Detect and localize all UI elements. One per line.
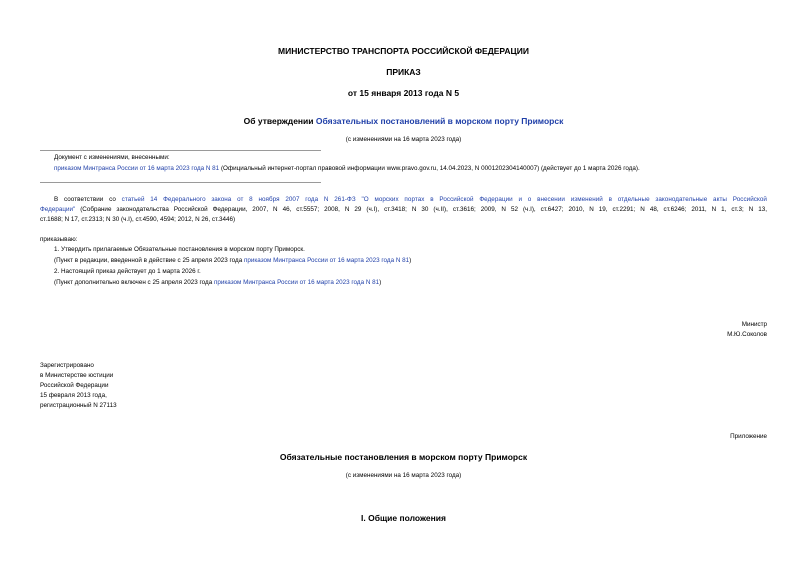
order-item-2-note-suffix: ) (379, 279, 382, 286)
preamble-line-3: ст.1688; N 17, ст.2313; N 30 (ч.I), ст.4590, 4594; 2012, N 26, ст.3446) (40, 216, 236, 223)
order-item-1-note-link[interactable]: приказом Минтранса России от 16 марта 2023 года N 81 (243, 257, 410, 264)
preamble-law-link-cont[interactable]: Федерации" (40, 206, 76, 213)
preamble-line-2 (40, 205, 767, 215)
appendix-title: Обязательные постановления в морском порту Приморск (279, 452, 528, 462)
doc-type-heading: ПРИКАЗ (386, 67, 421, 77)
preamble-law-link[interactable]: статьей 14 Федерального закона от 8 ноября 2007 года N 261-ФЗ "О морских портах в Российской Федерации и о внесении изменений в отдельные законодательные акты Российской (121, 196, 767, 203)
order-word: приказываю: (40, 236, 78, 243)
section-heading: I. Общие положения (361, 513, 446, 523)
preamble-line2-rest: (Собрание законодательства Российской Федерации, 2007, N 46, ст.5557; 2008, N 29 (ч.I), ст.3418; N 30 (ч.II), ст.3616; 2009, N 52 (ч.I), ст.6427; 2010, N 19, ст.2291; N 48, ст.6246; 2011, N 1, ст.3; N 13, (75, 206, 767, 213)
divider-top (40, 150, 321, 151)
preamble-line-1 (54, 195, 767, 205)
ministry-heading: МИНИСТЕРСТВО ТРАНСПОРТА РОССИЙСКОЙ ФЕДЕРАЦИИ (278, 46, 529, 56)
changes-line (54, 164, 640, 174)
order-item-2-note (54, 278, 381, 288)
registration-line-4: 15 февраля 2013 года, (40, 392, 107, 399)
order-date: от 15 января 2013 года N 5 (347, 88, 460, 98)
order-item-2-note-link[interactable]: приказом Минтранса России от 16 марта 2023 года N 81 (213, 279, 380, 286)
order-item-1-note-prefix: (Пункт в редакции, введенной в действие с 25 апреля 2023 года (54, 257, 243, 264)
registration-line-5: регистрационный N 27113 (40, 402, 117, 409)
appendix-amended-note: (с изменениями на 16 марта 2023 года) (345, 472, 462, 479)
registration-line-3: Российской Федерации (40, 382, 109, 389)
order-item-1-note (54, 256, 411, 266)
order-item-1-note-suffix: ) (409, 257, 412, 264)
order-item-2-note-prefix: (Пункт дополнительно включен с 25 апреля 2023 года (54, 279, 213, 286)
changes-rest: (Официальный интернет-портал правовой информации www.pravo.gov.ru, 14.04.2023, N 0001202304140007) (действует до 1 марта 2026 года). (220, 165, 640, 172)
order-item-2: 2. Настоящий приказ действует до 1 марта 2026 г. (54, 268, 201, 275)
preamble-start: В соответствии со (54, 196, 116, 203)
title-prefix: Об утверждении (243, 116, 314, 126)
changes-label: Документ с изменениями, внесенными: (54, 154, 170, 161)
appendix-label: Приложение (730, 433, 767, 440)
title-link[interactable]: Обязательных постановлений в морском порту Приморск (315, 116, 564, 126)
registration-line-1: Зарегистрировано (40, 362, 94, 369)
divider-bottom (40, 182, 321, 183)
document-title (0, 116, 807, 126)
registration-line-2: в Министерстве юстиции (40, 372, 114, 379)
changes-link[interactable]: приказом Минтранса России от 16 марта 2023 года N 81 (54, 165, 220, 172)
title-amended-note: (с изменениями на 16 марта 2023 года) (345, 136, 462, 143)
signature-position: Министр (741, 321, 767, 328)
signature-name: М.Ю.Соколов (727, 331, 767, 338)
order-item-1: 1. Утвердить прилагаемые Обязательные постановления в морском порту Приморск. (54, 246, 305, 253)
